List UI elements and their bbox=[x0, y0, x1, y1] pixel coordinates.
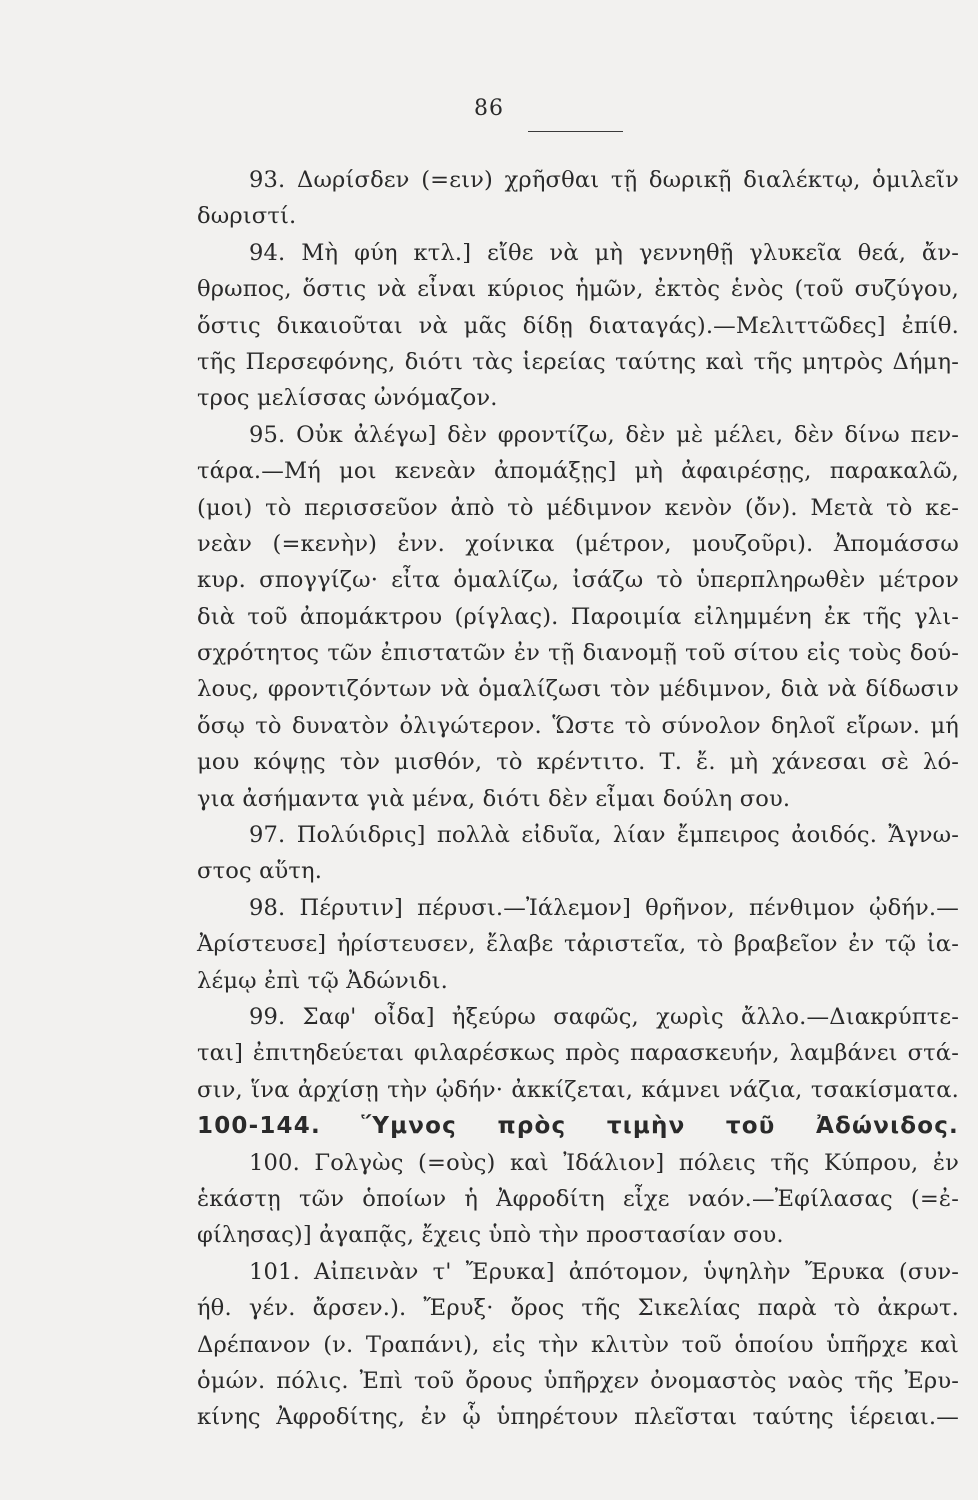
text-line: (μοι) τὸ περισσεῦον ἀπὸ τὸ μέδιμνον κενὸν (ὄν). Μετὰ τὸ κε- bbox=[197, 494, 959, 521]
text-line: Ἀρίστευσε] ἠρίστευσεν, ἔλαβε τἀριστεῖα, τὸ βραβεῖον ἐν τῷ ἰα- bbox=[197, 931, 959, 958]
text-line: ὁμών. πόλις. Ἐπὶ τοῦ ὄρους ὑπῆρχεν ὀνομαστὸς ναὸς τῆς Ἐρυ- bbox=[197, 1367, 959, 1394]
commentary-text bbox=[197, 162, 959, 1436]
text-line: θρωπος, ὅστις νὰ εἶναι κύριος ἡμῶν, ἐκτὸς ἑνὸς (τοῦ συζύγου, bbox=[197, 276, 959, 303]
text-line: σιν, ἵνα ἀρχίσῃ τὴν ᾠδήν· ἀκκίζεται, κάμνει νάζια, τσακίσματα. bbox=[197, 1076, 959, 1103]
text-line: 93. Δωρίσδεν (=ειν) χρῆσθαι τῇ δωρικῇ διαλέκτῳ, ὁμιλεῖν bbox=[249, 167, 959, 193]
text-line: λους, φροντιζόντων νὰ ὁμαλίζωσι τὸν μέδιμνον, διὰ νὰ δίδωσιν bbox=[197, 676, 959, 703]
text-line: τρος μελίσσας ὠνόμαζον. bbox=[197, 385, 498, 412]
text-line: ήθ. γέν. ἄρσεν.). Ἔρυξ· ὄρος τῆς Σικελίας παρὰ τὸ ἀκρωτ. bbox=[197, 1295, 959, 1322]
text-line: κίνης Ἀφροδίτης, ἐν ᾧ ὑπηρέτουν πλεῖσται ταύτης ἱέρειαι.— bbox=[197, 1404, 959, 1431]
text-line: νεὰν (=κενὴν) ἐνν. χοίνικα (μέτρον, μουζοῦρι). Ἀπομάσσω bbox=[197, 530, 959, 557]
text-line: 95. Οὐκ ἀλέγω] δὲν φροντίζω, δὲν μὲ μέλει, δὲν δίνω πεν- bbox=[249, 421, 959, 448]
section-heading: 100-144. Ὕμνος πρὸς τιμὴν τοῦ Ἀδώνιδος. bbox=[197, 1113, 959, 1140]
text-line: τῆς Περσεφόνης, διότι τὰς ἱερείας ταύτης καὶ τῆς μητρὸς Δήμη- bbox=[197, 348, 959, 375]
text-line: μου κόψῃς τὸν μισθόν, τὸ κρέντιτο. Τ. ἔ. μὴ χάνεσαι σὲ λό- bbox=[197, 749, 959, 776]
text-line: ὅσῳ τὸ δυνατὸν ὀλιγώτερον. Ὥστε τὸ σύνολον δηλοῖ εἴρων. μή bbox=[197, 712, 959, 739]
page-number: 86 bbox=[474, 96, 504, 121]
text-line: τάρα.—Μή μοι κενεὰν ἀπομάξῃς] μὴ ἀφαιρέσῃς, παρακαλῶ, bbox=[197, 458, 959, 485]
text-line: στος αὕτη. bbox=[197, 858, 323, 885]
text-line: δωριστί. bbox=[197, 203, 297, 230]
text-line: 99. Σαφ' οἶδα] ἠξεύρω σαφῶς, χωρὶς ἄλλο.—Διακρύπτε- bbox=[249, 1003, 959, 1030]
text-line: για ἀσήμαντα γιὰ μένα, διότι δὲν εἶμαι δούλη σου. bbox=[197, 785, 791, 812]
text-line: Δρέπανον (ν. Τραπάνι), εἰς τὴν κλιτὺν τοῦ ὁποίου ὑπῆρχε καὶ bbox=[197, 1331, 959, 1358]
text-line: σχρότητος τῶν ἐπιστατῶν ἐν τῇ διανομῇ τοῦ σίτου εἰς τοὺς δού- bbox=[197, 640, 959, 667]
text-line: ὅστις δικαιοῦται νὰ μᾶς δίδῃ διαταγάς).—Μελιττῶδες] ἐπίθ. bbox=[197, 312, 959, 339]
text-line: 97. Πολύιδρις] πολλὰ εἰδυῖα, λίαν ἔμπειρος ἀοιδός. Ἄγνω- bbox=[249, 822, 959, 849]
text-line: διὰ τοῦ ἀπομάκτρου (ρίγλας). Παροιμία εἰλημμένη ἐκ τῆς γλι- bbox=[197, 603, 959, 630]
text-line: 100. Γολγὼς (=οὺς) καὶ Ἰδάλιον] πόλεις τῆς Κύπρου, ἐν bbox=[249, 1149, 959, 1176]
text-line: 98. Πέρυτιν] πέρυσι.—Ἰάλεμον] θρῆνον, πένθιμον ᾠδήν.— bbox=[249, 894, 959, 921]
text-line: κυρ. σπογγίζω· εἶτα ὁμαλίζω, ἰσάζω τὸ ὑπερπληρωθὲν μέτρον bbox=[197, 567, 959, 594]
text-line: 94. Μὴ φύη κτλ.] εἴθε νὰ μὴ γεννηθῇ γλυκεῖα θεά, ἄν- bbox=[249, 239, 959, 266]
text-line: λέμῳ ἐπὶ τῷ Ἀδώνιδι. bbox=[197, 967, 449, 994]
text-line: 101. Αἰπεινὰν τ' Ἔρυκα] ἀπότομον, ὑψηλὴν Ἔρυκα (συν- bbox=[249, 1258, 959, 1285]
text-line: φίλησας)] ἀγαπᾷς, ἔχεις ὑπὸ τὴν προστασίαν σου. bbox=[197, 1222, 784, 1249]
text-line: ἑκάστῃ τῶν ὁποίων ἡ Ἀφροδίτη εἶχε ναόν.—Ἐφίλασας (=ἐ- bbox=[197, 1185, 959, 1212]
text-line: ται] ἐπιτηδεύεται φιλαρέσκως πρὸς παρασκευήν, λαμβάνει στά- bbox=[197, 1040, 959, 1067]
page-number-rule bbox=[528, 131, 623, 132]
